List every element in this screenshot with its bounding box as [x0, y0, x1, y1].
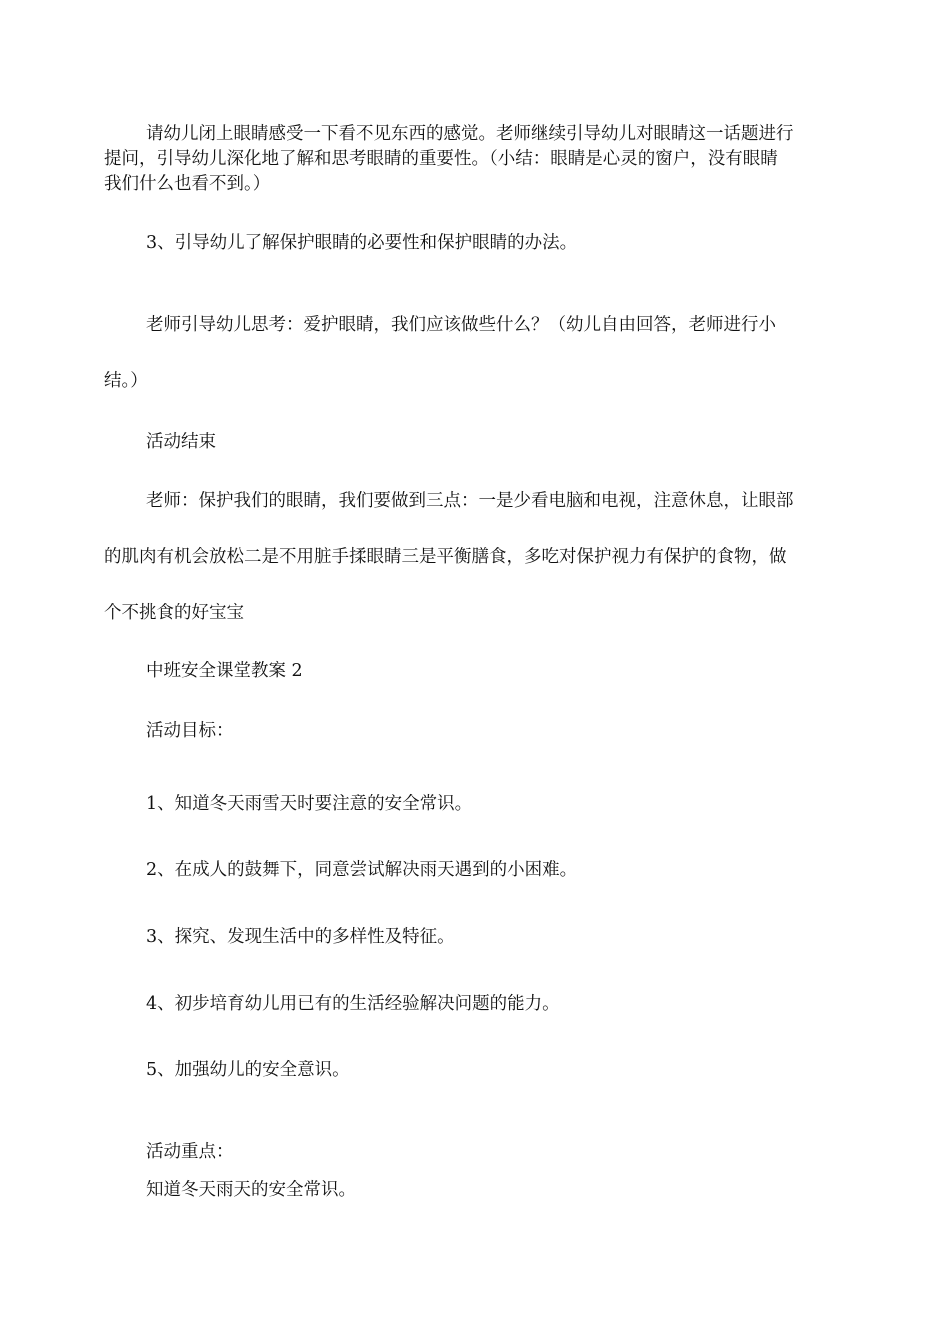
heading-activity-goals: 活动目标： — [146, 721, 234, 741]
heading-activity-end: 活动结束 — [146, 432, 216, 452]
text-line: 老师引导幼儿思考：爱护眼睛，我们应该做些什么？（幼儿自由回答，老师进行小 — [146, 315, 776, 335]
goal-item-3: 3、探究、发现生活中的多样性及特征。 — [146, 927, 455, 947]
paragraph-teacher-summary — [104, 487, 794, 624]
text-line: 老师：保护我们的眼睛，我们要做到三点：一是少看电脑和电视，注意休息，让眼部 — [146, 491, 794, 511]
goal-item-4: 4、初步培育幼儿用已有的生活经验解决问题的能力。 — [146, 994, 560, 1014]
text-line: 结。） — [104, 371, 148, 391]
paragraph-focus-content: 知道冬天雨天的安全常识。 — [146, 1180, 356, 1200]
paragraph-teacher-question — [104, 311, 776, 392]
goal-item-5: 5、加强幼儿的安全意识。 — [146, 1060, 350, 1080]
text-line: 我们什么也看不到。） — [104, 174, 271, 194]
paragraph-step-3: 3、引导幼儿了解保护眼睛的必要性和保护眼睛的办法。 — [146, 233, 578, 253]
text-line: 个不挑食的好宝宝 — [104, 603, 244, 623]
heading-activity-focus: 活动重点： — [146, 1142, 234, 1162]
goal-item-1: 1、知道冬天雨雪天时要注意的安全常识。 — [146, 794, 473, 814]
goal-item-2: 2、在成人的鼓舞下，同意尝试解决雨天遇到的小困难。 — [146, 860, 578, 880]
text-line: 的肌肉有机会放松二是不用脏手揉眼睛三是平衡膳食，多吃对保护视力有保护的食物，做 — [104, 547, 787, 567]
paragraph-eye-feeling — [104, 120, 794, 195]
heading-lesson-plan-2: 中班安全课堂教案 2 — [146, 661, 303, 681]
text-line: 提问，引导幼儿深化地了解和思考眼睛的重要性。（小结：眼睛是心灵的窗户，没有眼睛 — [104, 149, 778, 169]
text-line: 请幼儿闭上眼睛感受一下看不见东西的感觉。老师继续引导幼儿对眼睛这一话题进行 — [146, 124, 794, 144]
